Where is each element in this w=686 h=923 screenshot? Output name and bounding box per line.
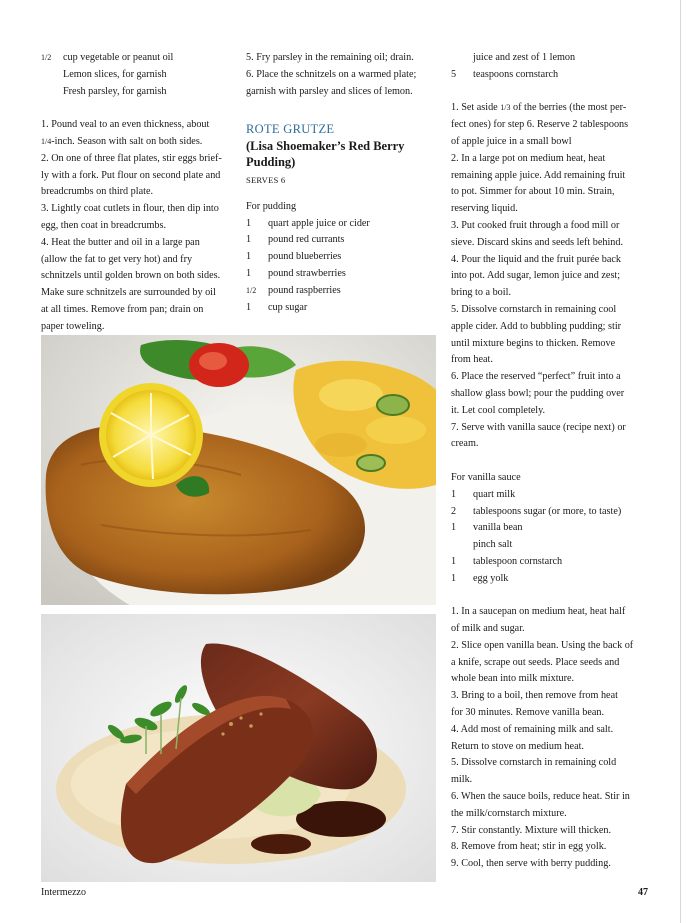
magazine-name: Intermezzo	[41, 887, 86, 898]
recipe-subtitle	[246, 138, 442, 170]
ingredient-quantity: 1	[451, 555, 457, 567]
method-line: whole bean into milk mixture.	[451, 673, 575, 685]
method-line: $^{1/4}$-inch. Season with salt on both sides.	[41, 135, 203, 147]
ingredient-text: teaspoons cornstarch	[473, 68, 559, 80]
method-steps	[246, 50, 442, 100]
method-line: 2. In a large pot on medium heat, heat	[451, 152, 606, 164]
method-line: (allow the fat to get very hot) and fry	[41, 253, 193, 265]
section-label: For pudding	[246, 200, 297, 212]
ingredient-text: pound blueberries	[268, 251, 342, 263]
method-line: apple cider. Add to bubbling pudding; stir	[451, 320, 622, 332]
ingredient-item	[451, 520, 647, 537]
method-line: 5. Dissolve cornstarch in remaining cold	[451, 757, 617, 769]
method-line: 6. Place the reserved “perfect” fruit into a	[451, 371, 621, 383]
ingredient-text: tablespoon cornstarch	[473, 555, 563, 567]
method-steps	[41, 117, 237, 335]
ingredient-item	[246, 249, 442, 266]
ingredient-text: pound raspberries	[268, 284, 341, 296]
ingredient-text: juice and zest of 1 lemon	[473, 52, 576, 63]
method-steps	[451, 604, 647, 873]
column-3	[451, 50, 647, 873]
method-line: 3. Lightly coat cutlets in flour, then dip into	[41, 203, 219, 215]
ingredient-quantity: 1	[246, 301, 252, 313]
method-steps	[451, 100, 647, 453]
ingredient-text: quart apple juice or cider	[268, 217, 370, 229]
method-line: of milk and sugar.	[451, 623, 525, 635]
method-line: ly with a fork. Put flour on second plate and	[41, 169, 221, 181]
method-line: until mixture begins to thicken. Remove	[451, 337, 616, 349]
page-edge-line	[680, 0, 681, 923]
ingredient-item	[246, 232, 442, 249]
ingredient-quantity	[451, 537, 473, 554]
recipe-subtitle-line: Pudding)	[246, 154, 296, 169]
method-line: it. Let cool completely.	[451, 404, 546, 416]
ingredient-list	[451, 50, 647, 84]
method-line: 3. Bring to a boil, then remove from heat	[451, 690, 618, 702]
ingredient-text: cup vegetable or peanut oil	[63, 52, 174, 63]
ingredient-text: Fresh parsley, for garnish	[63, 85, 167, 97]
ingredient-quantity: 1/2	[246, 285, 257, 295]
method-line: 7. Stir constantly. Mixture will thicken.	[451, 824, 612, 836]
ingredient-quantity: 1	[246, 217, 252, 229]
method-line: 4. Add most of remaining milk and salt.	[451, 723, 614, 735]
method-line: 4. Heat the butter and oil in a large pan	[41, 236, 200, 248]
recipe-title: ROTE GRUTZE	[246, 122, 335, 137]
method-line: bring to a boil.	[451, 287, 511, 299]
serves-label: SERVES 6	[246, 174, 286, 185]
ingredient-text: Lemon slices, for garnish	[63, 68, 167, 80]
ingredient-item	[246, 216, 442, 233]
ingredient-item	[41, 67, 237, 84]
method-line: sieve. Discard skins and seeds left behind.	[451, 236, 624, 248]
ingredient-item	[246, 300, 442, 317]
method-line: garnish with parsley and slices of lemon.	[246, 85, 413, 97]
ingredient-quantity: 5	[451, 68, 457, 80]
method-line: a knife, scrape out seeds. Place seeds and	[451, 656, 620, 668]
method-line: cream.	[451, 438, 479, 450]
method-line: shallow glass bowl; pour the pudding over	[451, 387, 625, 399]
ingredient-quantity	[41, 67, 63, 84]
ingredient-item	[41, 84, 237, 101]
ingredient-item	[451, 67, 647, 84]
method-line: 1. Set aside $^{1/3}$ of the berries (the most per-	[451, 102, 627, 114]
method-line: 2. On one of three flat plates, stir eggs brief-	[41, 152, 222, 164]
ingredient-text: cup sugar	[268, 301, 308, 313]
method-line: 5. Fry parsley in the remaining oil; drain.	[246, 52, 414, 63]
ingredient-item	[246, 266, 442, 283]
ingredient-quantity	[41, 84, 63, 101]
method-line: 1. In a saucepan on medium heat, heat half	[451, 606, 626, 618]
method-line: schnitzels until golden brown on both sides.	[41, 270, 221, 282]
method-line: milk.	[451, 774, 473, 786]
method-line: 5. Dissolve cornstarch in remaining cool	[451, 303, 617, 315]
column-1	[41, 50, 237, 336]
method-line: 6. Place the schnitzels on a warmed plate;	[246, 68, 417, 80]
ingredient-text: pound strawberries	[268, 267, 346, 279]
ingredient-item	[451, 571, 647, 588]
ingredient-quantity: 1	[451, 572, 457, 584]
ingredient-text: pinch salt	[473, 539, 513, 551]
method-line: 3. Put cooked fruit through a food mill or	[451, 219, 620, 231]
method-line: 9. Cool, then serve with berry pudding.	[451, 858, 611, 870]
duck-breast-photo	[41, 614, 436, 882]
ingredient-text: pound red currants	[268, 234, 345, 246]
ingredient-text: tablespoons sugar (or more, to taste)	[473, 505, 622, 517]
column-2	[246, 50, 442, 316]
method-line: 6. When the sauce boils, reduce heat. Stir in	[451, 791, 630, 803]
ingredient-item	[41, 50, 237, 67]
recipe-subtitle-line: (Lisa Shoemaker’s Red Berry	[246, 138, 405, 153]
method-line: into pot. Add sugar, lemon juice and zest;	[451, 270, 621, 282]
ingredient-quantity: 1	[246, 267, 252, 279]
method-line: 8. Remove from heat; stir in egg yolk.	[451, 841, 607, 853]
method-line: the milk/cornstarch mixture.	[451, 807, 567, 819]
ingredient-item	[451, 487, 647, 504]
method-line: 1. Pound veal to an even thickness, about	[41, 119, 210, 131]
method-line: egg, then coat in breadcrumbs.	[41, 219, 167, 231]
method-line: 4. Pour the liquid and the fruit purée back	[451, 253, 622, 265]
page-number: 47	[638, 887, 648, 898]
ingredient-quantity: 1	[246, 234, 252, 246]
method-line: remaining apple juice. Add remaining fruit	[451, 169, 626, 181]
schnitzel-photo	[41, 335, 436, 605]
ingredient-list	[246, 216, 442, 317]
section-label: For vanilla sauce	[451, 471, 521, 483]
method-line: breadcrumbs on third plate.	[41, 186, 154, 198]
method-line: paper toweling.	[41, 320, 105, 332]
method-line: reserving liquid.	[451, 203, 518, 215]
ingredient-quantity: 1	[451, 522, 457, 534]
ingredient-item	[451, 504, 647, 521]
method-line: Make sure schnitzels are surrounded by oil	[41, 287, 216, 299]
ingredient-quantity: 1	[246, 251, 252, 263]
ingredient-quantity: 1	[451, 488, 457, 500]
ingredient-list	[451, 487, 647, 588]
method-line: at all times. Remove from pan; drain on	[41, 303, 204, 315]
method-line: 2. Slice open vanilla bean. Using the back of	[451, 639, 634, 651]
method-line: from heat.	[451, 354, 493, 366]
method-line: of apple juice in a small bowl	[451, 135, 572, 147]
ingredient-quantity: 1/2	[41, 53, 52, 62]
ingredient-item	[451, 554, 647, 571]
method-line: fect ones) for step 6. Reserve 2 tablespoons	[451, 119, 629, 131]
ingredient-item	[451, 537, 647, 554]
ingredient-item	[451, 50, 647, 67]
ingredient-quantity	[451, 50, 473, 67]
method-line: for 30 minutes. Remove vanilla bean.	[451, 707, 605, 719]
method-line: Return to stove on medium heat.	[451, 740, 584, 752]
ingredient-item	[246, 283, 442, 300]
ingredient-quantity: 2	[451, 505, 457, 517]
ingredient-text: vanilla bean	[473, 522, 523, 534]
ingredient-list	[41, 50, 237, 100]
method-line: 7. Serve with vanilla sauce (recipe next) or	[451, 421, 626, 433]
ingredient-text: quart milk	[473, 488, 516, 500]
ingredient-text: egg yolk	[473, 572, 509, 584]
method-line: to pot. Simmer for about 10 min. Strain,	[451, 186, 615, 198]
